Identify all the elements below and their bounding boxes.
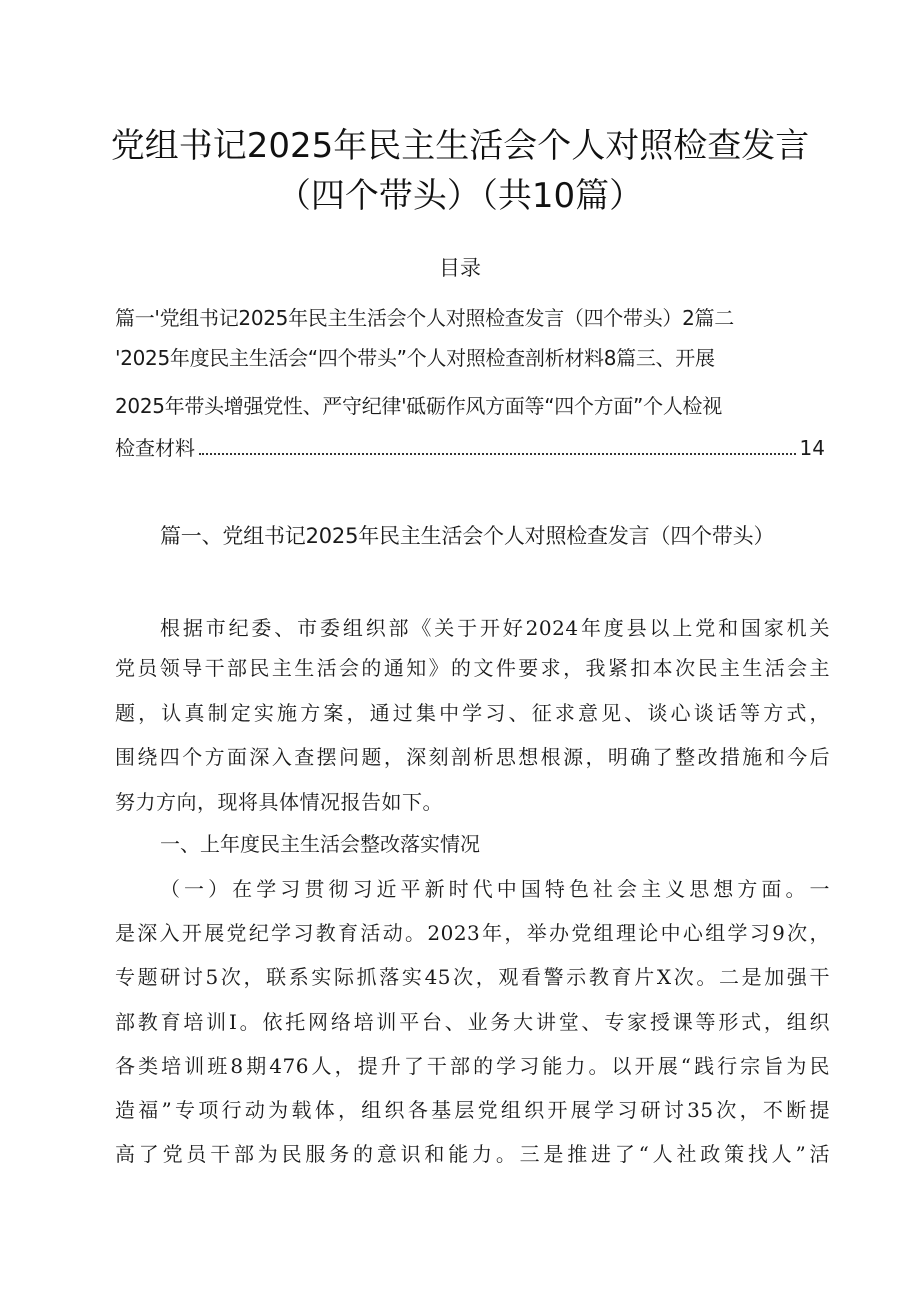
document-title-line-1: 党组书记2025年民主生活会个人对照检查发言 <box>110 126 810 166</box>
paragraph-line: 是深入开展党纪学习教育活动。2023年，举办党组理论中心组学习9次， <box>115 921 830 945</box>
paragraph-line: 根据市纪委、市委组织部《关于开好2024年度县以上党和国家机关 <box>160 616 830 640</box>
paragraph-line: 题，认真制定实施方案，通过集中学习、征求意见、谈心谈话等方式， <box>115 701 830 725</box>
paragraph-line: 各类培训班8期476人，提升了干部的学习能力。以开展“践行宗旨为民 <box>115 1054 830 1078</box>
paragraph-line: 党员领导干部民主生活会的通知》的文件要求，我紧扣本次民主生活会主 <box>115 656 830 680</box>
toc-entry-line[interactable]: '2025年度民主生活会“四个带头”个人对照检查剖析材料8篇三、开展 <box>115 346 715 370</box>
subheading: 一、上年度民主生活会整改落实情况 <box>160 832 480 856</box>
paragraph-line: 高了党员干部为民服务的意识和能力。三是推进了“人社政策找人”活 <box>115 1142 830 1166</box>
paragraph-line: 努力方向，现将具体情况报告如下。 <box>115 790 443 814</box>
paragraph-line: 专题研讨5次，联系实际抓落实45次，观看警示教育片X次。二是加强干 <box>115 965 830 989</box>
paragraph-line: （一）在学习贯彻习近平新时代中国特色社会主义思想方面。一 <box>160 877 830 901</box>
paragraph-line: 围绕四个方面深入查摆问题，深刻剖析思想根源，明确了整改措施和今后 <box>115 745 830 769</box>
toc-leader-dots <box>199 435 796 455</box>
toc-entry-text: 检查材料 <box>115 436 195 460</box>
paragraph-line: 部教育培训I。依托网络培训平台、业务大讲堂、专家授课等形式，组织 <box>115 1010 830 1034</box>
toc-entry-line[interactable]: 2025年带头增强党性、严守纪律'砥砺作风方面等“四个方面”个人检视 <box>115 394 722 418</box>
toc-entry-last[interactable] <box>115 433 825 463</box>
toc-page-number: 14 <box>799 436 825 460</box>
toc-heading: 目录 <box>439 256 481 280</box>
toc-entry-line[interactable]: 篇一'党组书记2025年民主生活会个人对照检查发言（四个带头）2篇二 <box>115 306 734 330</box>
document-title-line-2: （四个带头）（共10篇） <box>276 176 644 216</box>
section-title: 篇一、党组书记2025年民主生活会个人对照检查发言（四个带头） <box>160 524 775 548</box>
paragraph-line: 造福”专项行动为载体，组织各基层党组织开展学习研讨35次，不断提 <box>115 1098 830 1122</box>
